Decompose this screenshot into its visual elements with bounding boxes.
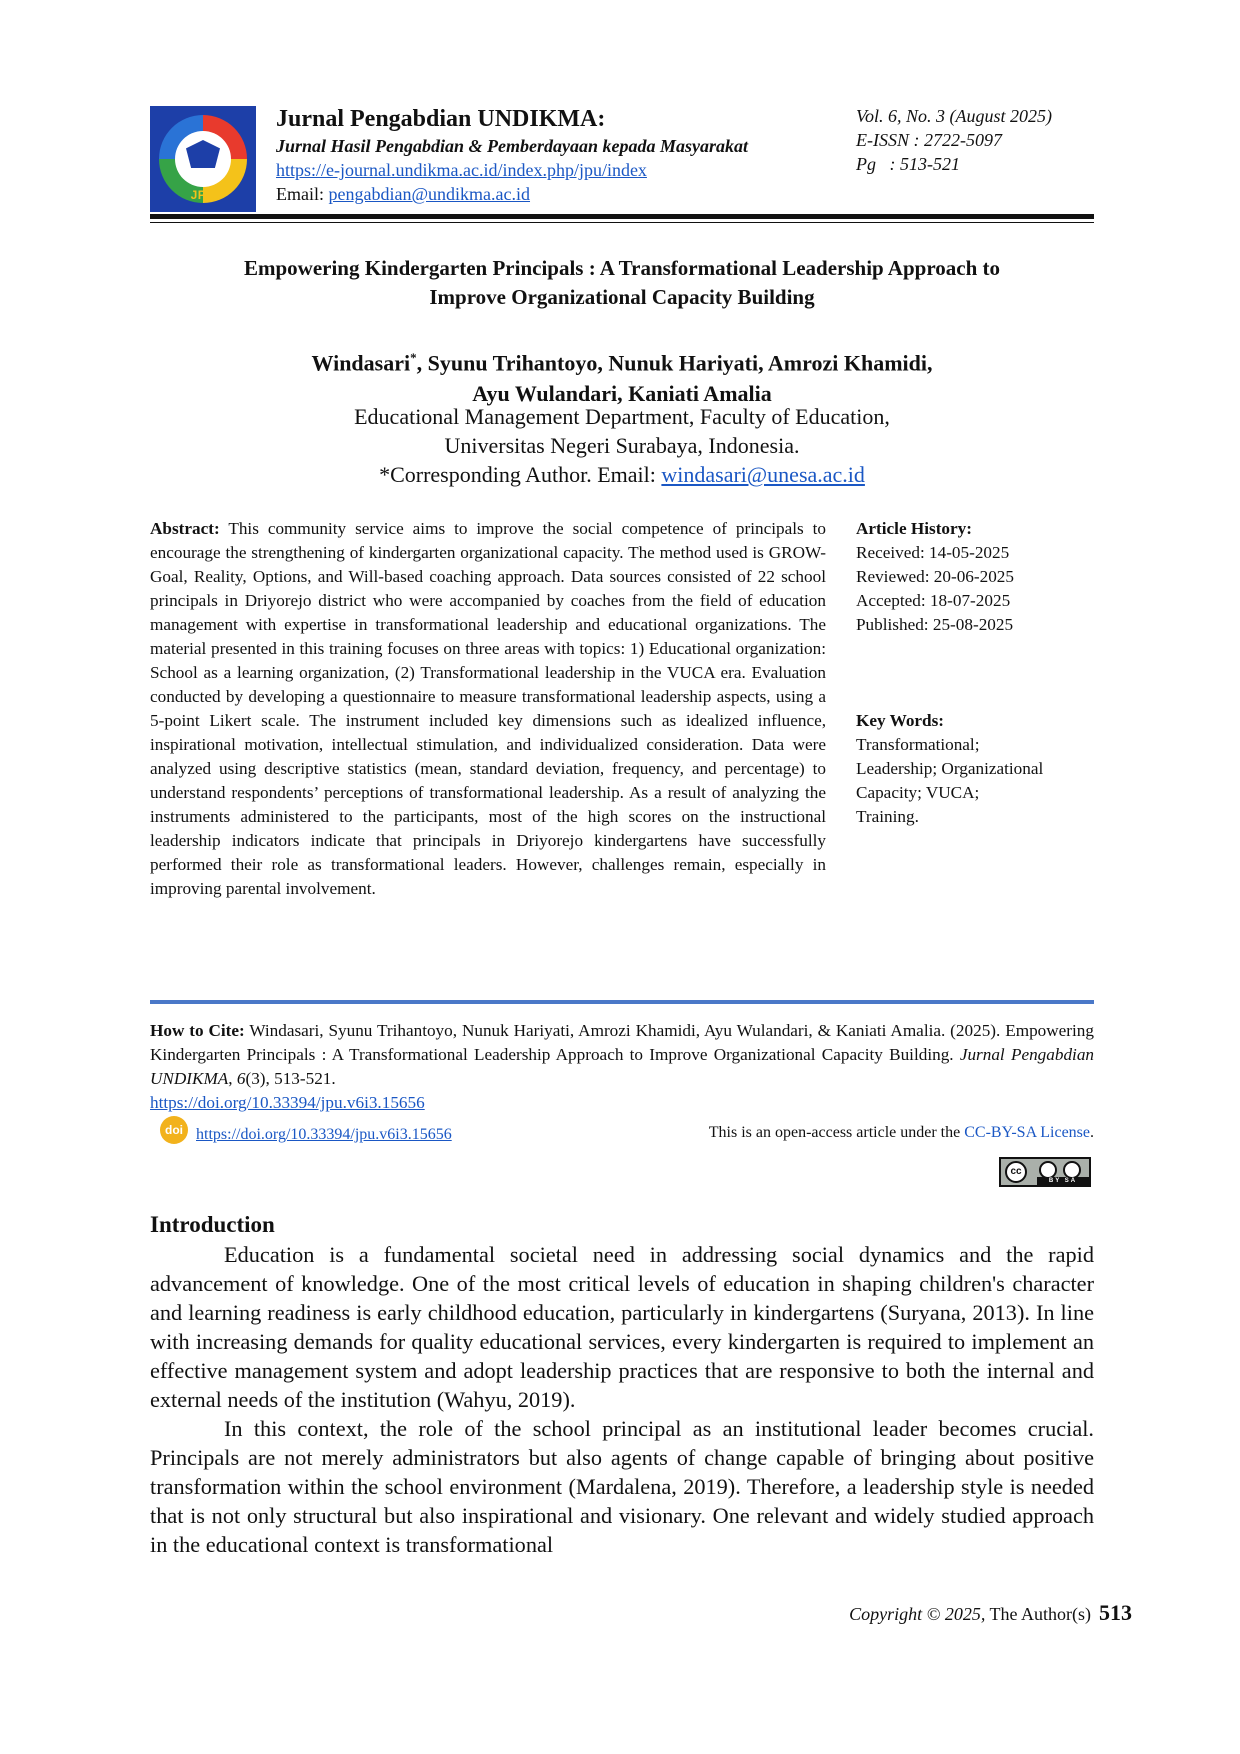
intro-paragraph-1: Education is a fundamental societal need in addressing social dynamics and the rapid advancement of knowledge. One of the most critical levels of education in shaping children's character and learning readiness is early childhood education, particularly in kindergartens (Suryana, 2013). In line with increasing demands for quality educational services, every kindergarten is required to implement an effective management system and adopt leadership practices that are responsive to both the internal and external needs of the institution (Wahyu, 2019). — [150, 1242, 1094, 1412]
copyright: Copyright © 2025, — [849, 1604, 986, 1624]
journal-email-line: Email: pengabdian@undikma.ac.id — [276, 184, 531, 204]
abstract-divider — [150, 1000, 1094, 1004]
keywords: Key Words: Transformational; Leadership; Organizational Capacity; VUCA; Training. — [856, 709, 1096, 829]
accepted-date: Accepted: 18-07-2025 — [856, 591, 1011, 610]
cc-icon: cc — [1005, 1161, 1027, 1183]
published-date: Published: 25-08-2025 — [856, 615, 1014, 634]
header-rule-thin — [150, 222, 1094, 223]
received-date: Received: 14-05-2025 — [856, 543, 1010, 562]
doi-icon: doi — [160, 1116, 188, 1144]
eissn-info: E-ISSN : 2722-5097 — [856, 130, 1002, 150]
intro-paragraph-2: In this context, the role of the school principal as an institutional leader becomes crucial. Principals are not merely administrators but also agents of change capable of bringing about positive transformation within the school environment (Mardalena, 2019). Therefore, a leadership style is needed that is not only structural but also inspirational and visionary. One relevant and widely studied approach in the educational context is transformational — [150, 1416, 1094, 1557]
pages-info: Pg : 513-521 — [856, 154, 960, 174]
article-sidebar — [856, 517, 1096, 829]
corresponding-mark: * — [410, 350, 417, 365]
reviewed-date: Reviewed: 20-06-2025 — [856, 567, 1014, 586]
journal-title: Jurnal Pengabdian UNDIKMA: — [276, 106, 606, 132]
corresponding-email-link[interactable]: windasari@unesa.ac.id — [661, 462, 865, 487]
how-to-cite: How to Cite: Windasari, Syunu Trihantoyo, Nunuk Hariyati, Amrozi Khamidi, Ayu Wulandari, & Kaniati Amalia. (2025). Empowering Kindergarten Principals : A Transformational Leadership Approach to Improve Organizational Capacity Building. Jurnal Pengabdian UNDIKMA, 6(3), 513-521. https://doi.org/10.33394/jpu.v6i3.15656 — [150, 1021, 1095, 1112]
journal-subtitle: Jurnal Hasil Pengabdian & Pemberdayaan kepada Masyarakat — [276, 136, 749, 156]
journal-url-link[interactable]: https://e-journal.undikma.ac.id/index.php/jpu/index — [276, 160, 647, 180]
history-heading: Article History: — [856, 519, 972, 538]
keywords-heading: Key Words: — [856, 711, 945, 730]
cc-badge-labels: BY SA — [1037, 1177, 1089, 1185]
license-link[interactable]: CC-BY-SA License — [964, 1124, 1090, 1141]
header-rule-thick — [150, 214, 1094, 219]
open-access-note: This is an open-access article under the CC-BY-SA License. — [708, 1124, 1094, 1141]
cite-label: How to Cite: — [150, 1021, 245, 1040]
introduction-heading: Introduction — [150, 1212, 275, 1237]
issue-info — [856, 104, 1096, 176]
article-title: Empowering Kindergarten Principals : A Transformational Leadership Approach to Improve Organizational Capacity Building — [243, 256, 1001, 309]
corresponding-author: *Corresponding Author. Email: windasari@unesa.ac.id — [379, 462, 865, 487]
journal-header — [150, 104, 1090, 214]
abstract — [150, 517, 826, 901]
journal-info — [276, 104, 856, 206]
page-footer: Copyright © 2025, The Author(s) 513 — [849, 1600, 1132, 1625]
introduction-body — [150, 1240, 1094, 1559]
logo-text: JPU — [190, 188, 216, 202]
author-list: Windasari*, Syunu Trihantoyo, Nunuk Hariyati, Amrozi Khamidi, Ayu Wulandari, Kaniati Amalia — [311, 350, 933, 407]
affiliation: Educational Management Department, Faculty of Education, Universitas Negeri Surabaya, Indonesia. *Corresponding Author. Email: windasari@unesa.ac.id — [150, 402, 1094, 489]
page-number: 513 — [1099, 1600, 1132, 1625]
cite-doi-link[interactable]: https://doi.org/10.33394/jpu.v6i3.15656 — [150, 1093, 425, 1112]
abstract-text: This community service aims to improve the social competence of principals to encourage the strengthening of kindergarten organizational capacity. The method used is GROW- Goal, Reality, Options, and Will-based coaching approach. Data sources consisted of 22 school principals in Driyorejo district who were accompanied by coaches from the field of education management with expertise in transformational leadership and educational organizations. The material presented in this training focuses on three areas with topics: 1) Educational organization: School as a learning organization, (2) Transformational leadership in the VUCA era. Evaluation conducted by developing a questionnaire to measure transformational leadership aspects, using a 5-point Likert scale. The instrument included key dimensions such as idealized influence, inspirational motivation, intellectual stimulation, and individualized consideration. Data were analyzed using descriptive statistics (mean, standard deviation, frequency, and percentage) to understand respondents’ perceptions of transformational leadership. As a result of analyzing the instruments administered to the participants, most of the high scores on the instructional leadership indicators indicate that principals in Driyorejo kindergartens have successfully performed their role as transformational leaders. However, challenges remain, especially in improving parental involvement. — [150, 519, 826, 898]
cc-by-sa-badge[interactable] — [999, 1157, 1091, 1187]
doi-link[interactable]: https://doi.org/10.33394/jpu.v6i3.15656 — [196, 1126, 452, 1143]
journal-email-link[interactable]: pengabdian@undikma.ac.id — [328, 184, 531, 204]
doi-row — [160, 1118, 1094, 1148]
journal-logo — [150, 106, 256, 212]
abstract-label: Abstract: — [150, 519, 220, 538]
volume-info: Vol. 6, No. 3 (August 2025) — [856, 106, 1052, 126]
first-author: Windasari — [311, 350, 411, 376]
